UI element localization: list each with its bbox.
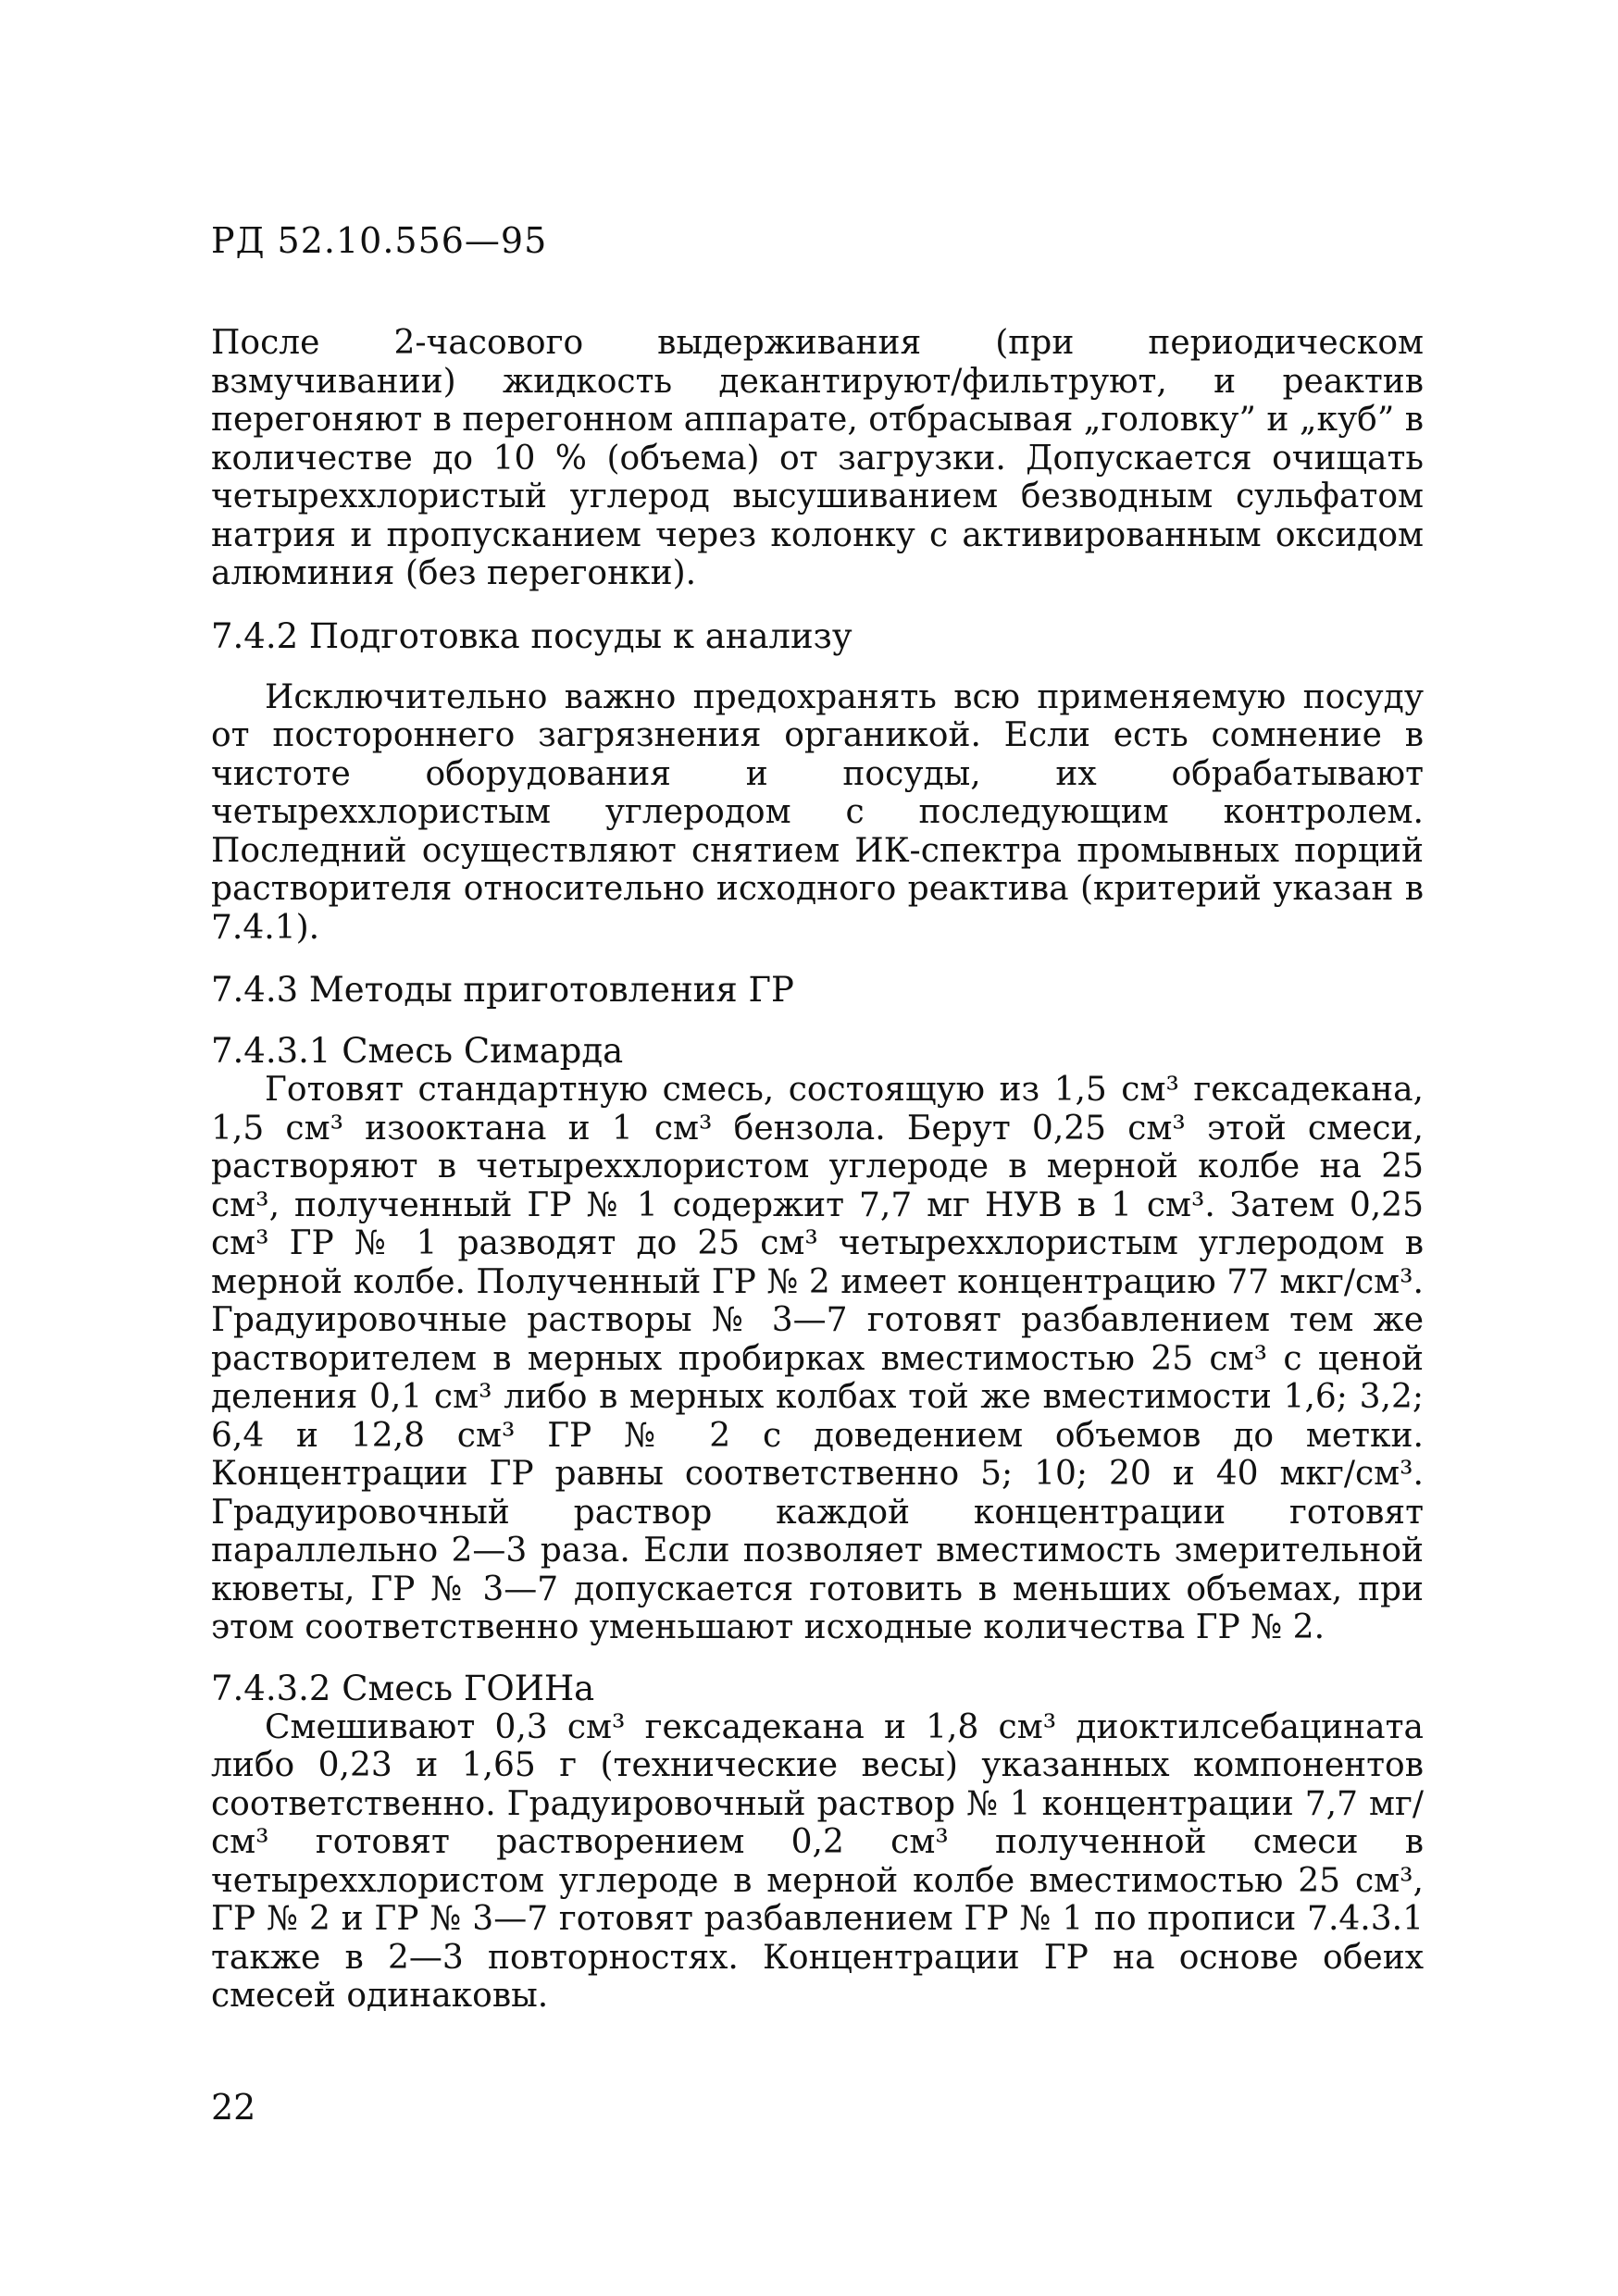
intro-paragraph: После 2-часового выдерживания (при периодическом взмучивании) жидкость декантируют/фильтруют, и реактив перегоняют в перегонном аппарате, отбрасывая „головку” и „куб” в количестве до 10 % (объема) от загрузки. Допускается очищать четыреххлористый углерод высушиванием безводным сульфатом натрия и пропусканием через колонку с активированным оксидом алюминия (без перегонки). [211,324,1424,592]
document-code-header: РД 52.10.556—95 [211,220,548,261]
document-page [211,220,1424,2016]
section-7-4-3-title: 7.4.3 Методы приготовления ГР [211,970,794,1010]
section-7-4-3-1-title: 7.4.3.1 Смесь Симарда [211,1031,624,1071]
section-7-4-3-1-text: Готовят стандартную смесь, состоящую из 1,5 см³ гексадекана, 1,5 см³ изооктана и 1 см³ бензола. Берут 0,25 см³ этой смеси, растворяют в четыреххлористом углероде в мерной колбе на 25 см³, полученный ГР № 1 содержит 7,7 мг НУВ в 1 см³. Затем 0,25 см³ ГР № 1 разводят до 25 см³ четыреххлористым углеродом в мерной колбе. Полученный ГР № 2 имеет концентрацию 77 мкг/см³. Градуировочные растворы № 3—7 готовят разбавлением тем же растворителем в мерных пробирках вместимостью 25 см³ с ценой деления 0,1 см³ либо в мерных колбах той же вместимости 1,6; 3,2; 6,4 и 12,8 см³ ГР № 2 с доведением объемов до метки. Концентрации ГР равны соответственно 5; 10; 20 и 40 мкг/см³. Градуировочный раствор каждой концентрации готовят параллельно 2—3 раза. Если позволяет вместимость змерительной кюветы, ГР № 3—7 допускается готовить в меньших объемах, при этом соответственно уменьшают исходные количества ГР № 2. [211,1071,1424,1646]
section-7-4-3-2-title: 7.4.3.2 Смесь ГОИНа [211,1668,595,1708]
section-7-4-3-2-text: Смешивают 0,3 см³ гексадекана и 1,8 см³ диоктилсебацината либо 0,23 и 1,65 г (технические весы) указанных компонентов соответственно. Градуировочный раствор № 1 концентрации 7,7 мг/см³ готовят растворением 0,2 см³ полученной смеси в четыреххлористом углероде в мерной колбе вместимостью 25 см³, ГР № 2 и ГР № 3—7 готовят разбавлением ГР № 1 по прописи 7.4.3.1 также в 2—3 повторностях. Концентрации ГР на основе обеих смесей одинаковы. [211,1707,1424,2015]
section-7-4-2-text: Исключительно важно предохранять всю применяемую посуду от постороннего загрязнения органикой. Если есть сомнение в чистоте оборудования и посуды, их обрабатывают четыреххлористым углеродом с последующим контролем. Последний осуществляют снятием ИК-спектра промывных порций растворителя относительно исходного реактива (критерий указан в 7.4.1). [211,677,1424,947]
section-7-4-2-title: 7.4.2 Подготовка посуды к анализу [211,615,853,656]
page-number: 22 [211,2087,256,2128]
